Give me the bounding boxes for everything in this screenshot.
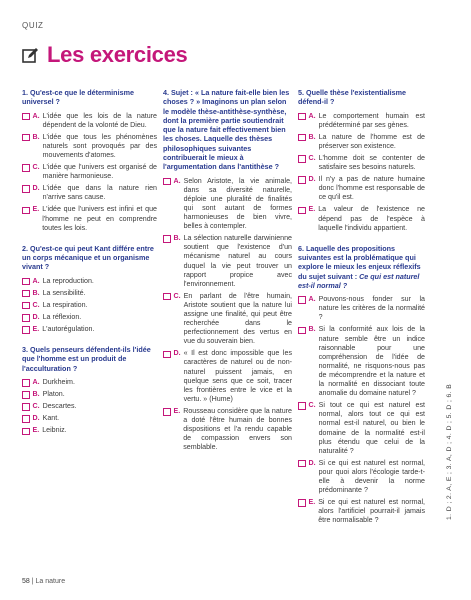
question-6	[298, 244, 425, 526]
option-letter: C.	[32, 300, 40, 309]
option-letter: E.	[308, 205, 316, 214]
answer-option[interactable]	[22, 378, 157, 387]
option-text: L'autorégulation.	[42, 324, 95, 333]
option-text: Si ce qui est naturel est normal, alors l'artificiel pourrait-il jamais être normalisable ?	[318, 498, 425, 525]
answer-option[interactable]	[22, 277, 157, 286]
column-middle	[163, 88, 292, 463]
checkbox[interactable]	[22, 302, 30, 310]
option-text: « Il est donc impossible que les caractères de naturel ou de non-naturel puissent jamais, en quelque sens que ce soit, tracer les frontières entre le vice et la vertu. » (Hume)	[183, 349, 292, 403]
option-text: L'idée que dans la nature rien n'arrive sans cause.	[42, 184, 157, 202]
checkbox[interactable]	[298, 113, 306, 121]
option-letter: D.	[308, 175, 316, 184]
option-text: La réflexion.	[42, 312, 82, 321]
option-letter: E.	[308, 498, 316, 507]
option-text: L'idée que tous les phénomènes naturels sont provoqués par des mouvements d'atomes.	[42, 132, 157, 159]
answer-option[interactable]	[22, 325, 157, 334]
option-text: L'idée que les lois de la nature dépendent de la volonté de Dieu.	[42, 111, 157, 129]
question-5	[298, 88, 425, 233]
answer-option[interactable]	[22, 112, 157, 130]
checkbox[interactable]	[298, 327, 306, 335]
answer-option[interactable]	[163, 234, 292, 289]
answer-key: 1. D ; 2. A, E ; 3. A, D ; 4. D ; 5. D ; 6. B	[446, 383, 453, 520]
option-letter: A.	[32, 111, 40, 120]
option-letter: A.	[308, 111, 316, 120]
option-text: La sélection naturelle darwinienne soutient que l'existence d'un mécanisme naturel au cours duquel la vie peut trouver un rapport propice avec l'environnement.	[183, 234, 292, 288]
checkbox[interactable]	[163, 235, 171, 243]
option-letter: B.	[173, 234, 181, 243]
answer-option[interactable]	[298, 459, 425, 495]
checkbox[interactable]	[163, 408, 171, 416]
answer-option[interactable]	[22, 133, 157, 160]
page-number: 58	[22, 578, 30, 585]
question-prompt: 5. Quelle thèse l'existentialisme défend-il ?	[298, 88, 406, 107]
option-text: La reproduction.	[42, 276, 94, 285]
answer-option[interactable]	[298, 133, 425, 151]
option-text: Descartes.	[42, 402, 77, 411]
page-footer	[22, 578, 65, 585]
footer-separator: |	[31, 578, 34, 585]
question-2	[22, 244, 157, 334]
answer-option[interactable]	[22, 184, 157, 202]
page-title: Les exercices	[47, 42, 188, 67]
option-letter: B.	[32, 288, 40, 297]
option-letter: D.	[308, 458, 316, 467]
option-text: Le comportement humain est prédéterminé par ses gènes.	[318, 111, 425, 129]
option-letter: C.	[173, 291, 181, 300]
option-letter: E.	[173, 406, 181, 415]
option-letter: C.	[32, 402, 40, 411]
answer-option[interactable]	[163, 407, 292, 452]
pencil-edit-icon	[22, 47, 39, 64]
answer-option[interactable]	[22, 313, 157, 322]
answer-option[interactable]	[22, 390, 157, 399]
option-text: La sensibilité.	[42, 288, 86, 297]
title-row	[22, 42, 187, 68]
answer-option[interactable]	[163, 292, 292, 347]
column-left	[22, 88, 157, 446]
option-letter: D.	[32, 414, 40, 423]
option-text: L'idée que l'univers est infini et que l'homme ne peut en comprendre toutes les lois.	[42, 205, 157, 232]
option-text: Si tout ce qui est naturel est normal, alors tout ce qui est normal est-il naturel, ou bien le domaine de la normalité est-il plus étendu que celui de la naturalité ?	[318, 401, 425, 455]
option-letter: A.	[173, 176, 181, 185]
option-letter: C.	[308, 153, 316, 162]
option-letter: A.	[32, 276, 40, 285]
option-text: Leibniz.	[42, 426, 67, 435]
option-text: Rousseau considère que la nature a doté l'être humain de bonnes dispositions et l'a rendu capable de compassion envers son semblable.	[183, 406, 292, 452]
option-text: Il n'y a pas de nature humaine donc l'homme est responsable de ce qu'il est.	[318, 175, 425, 202]
option-text: Platon.	[42, 390, 65, 399]
checkbox[interactable]	[22, 113, 30, 121]
answer-option[interactable]	[22, 301, 157, 310]
option-letter: E.	[32, 205, 40, 214]
checkbox[interactable]	[22, 314, 30, 322]
checkbox[interactable]	[22, 415, 30, 423]
checkbox[interactable]	[298, 207, 306, 215]
footer-section: La nature	[35, 578, 66, 585]
option-text: La respiration.	[42, 300, 88, 309]
option-letter: B.	[32, 390, 40, 399]
question-prompt: 2. Qu'est-ce qui peut Kant différe entre un corps mécanique et un organisme vivant ?	[22, 243, 154, 272]
question-prompt-main: 6. Laquelle des propositions suivantes est la problématique qui explore le mieux les enjeux réflexifs du sujet suivant :	[298, 243, 421, 281]
option-text: Selon Aristote, la vie animale, dans sa diversité naturelle, déploie une pluralité de finalités qui sont autant de formes harmonieuses de bien vivre, belles à contempler.	[183, 176, 292, 231]
column-right	[298, 88, 425, 536]
checkbox[interactable]	[22, 403, 30, 411]
question-prompt: 4. Sujet : « La nature fait-elle bien les choses ? » Imaginons un plan selon le modèle thèse-antithèse-synthèse, dont la première partie soutiendrait que la nature fait effectivement bien les choses. Laquelle des thèses philosophiques suivantes contribuerait le mieux à l'argumentation dans l'antithèse ?	[163, 88, 290, 172]
answer-option[interactable]	[298, 112, 425, 130]
option-letter: A.	[32, 377, 40, 386]
option-letter: D.	[32, 184, 40, 193]
question-4	[163, 88, 292, 452]
answer-option[interactable]	[22, 163, 157, 181]
option-text: L'homme doit se contenter de satisfaire ses besoins naturels.	[318, 153, 425, 172]
answer-option[interactable]	[163, 177, 292, 232]
checkbox[interactable]	[163, 178, 171, 186]
option-letter: E.	[32, 426, 40, 435]
checkbox[interactable]	[22, 379, 30, 387]
option-text: Si la conformité aux lois de la nature semble être un indice raisonnable pour une compréhension de l'idée de normalité, ne risquons-nous pas de mécomprendre et la nature et la normalité en dissociant toute anomalie du domaine naturel ?	[318, 325, 425, 398]
answer-option[interactable]	[298, 401, 425, 456]
answer-option[interactable]	[22, 205, 157, 232]
option-text: Pouvons-nous fonder sur la nature les critères de la normalité ?	[318, 295, 425, 322]
checkbox[interactable]	[163, 293, 171, 301]
checkbox[interactable]	[298, 402, 306, 410]
answer-option[interactable]	[298, 498, 425, 525]
question-1	[22, 88, 157, 233]
option-letter: C.	[32, 163, 40, 172]
option-letter: B.	[308, 132, 316, 141]
option-letter: B.	[308, 325, 316, 334]
checkbox[interactable]	[22, 207, 30, 215]
option-letter: B.	[32, 132, 40, 141]
option-text: L'idée que l'univers est organisé de manière harmonieuse.	[42, 163, 157, 181]
checkbox[interactable]	[22, 391, 30, 399]
checkbox[interactable]	[22, 164, 30, 172]
option-text: Si ce qui est naturel est normal, pour quoi alors l'écologie tarde-t-elle à devenir la norme prédominante ?	[318, 458, 425, 495]
option-text: Kant.	[42, 414, 60, 423]
checkbox[interactable]	[22, 278, 30, 286]
answer-option[interactable]	[22, 402, 157, 411]
answer-option[interactable]	[22, 289, 157, 298]
checkbox[interactable]	[298, 499, 306, 507]
option-text: En parlant de l'être humain, Aristote soutient que la nature lui assigne une finalité, qui peut être recherchée dans le perfectionnement des vertus en vue du souverain bien.	[183, 291, 292, 346]
checkbox[interactable]	[298, 460, 306, 468]
question-subject: Ce qui est naturel est-il normal ?	[298, 271, 420, 290]
question-prompt: 3. Quels penseurs défendent-ils l'idée que l'homme est un produit de l'acculturation ?	[22, 345, 151, 373]
checkbox[interactable]	[298, 296, 306, 304]
option-letter: C.	[308, 401, 316, 410]
answer-option[interactable]	[298, 295, 425, 322]
option-letter: D.	[173, 349, 181, 358]
option-letter: A.	[308, 295, 316, 304]
checkbox[interactable]	[22, 185, 30, 193]
checkbox[interactable]	[22, 326, 30, 334]
checkbox[interactable]	[22, 134, 30, 142]
answer-option[interactable]	[298, 154, 425, 172]
answer-option[interactable]	[163, 349, 292, 404]
question-prompt	[298, 244, 425, 290]
checkbox[interactable]	[22, 290, 30, 298]
checkbox[interactable]	[298, 176, 306, 184]
answer-option[interactable]	[22, 426, 157, 435]
section-kicker: QUIZ	[22, 21, 44, 30]
option-text: La valeur de l'existence ne dépend pas de l'espèce à laquelle l'individu appartient.	[318, 205, 425, 232]
answer-option[interactable]	[298, 325, 425, 398]
option-text: La nature de l'homme est de préserver son existence.	[318, 132, 425, 150]
question-3	[22, 345, 157, 435]
option-letter: E.	[32, 324, 40, 333]
option-letter: D.	[32, 312, 40, 321]
answer-option[interactable]	[298, 205, 425, 232]
question-prompt: 1. Qu'est-ce que le déterminisme universel ?	[22, 88, 134, 107]
checkbox[interactable]	[163, 351, 171, 359]
answer-option[interactable]	[22, 414, 157, 423]
checkbox[interactable]	[22, 428, 30, 436]
answer-option[interactable]	[298, 175, 425, 202]
checkbox[interactable]	[298, 155, 306, 163]
option-text: Durkheim.	[42, 377, 75, 386]
checkbox[interactable]	[298, 134, 306, 142]
